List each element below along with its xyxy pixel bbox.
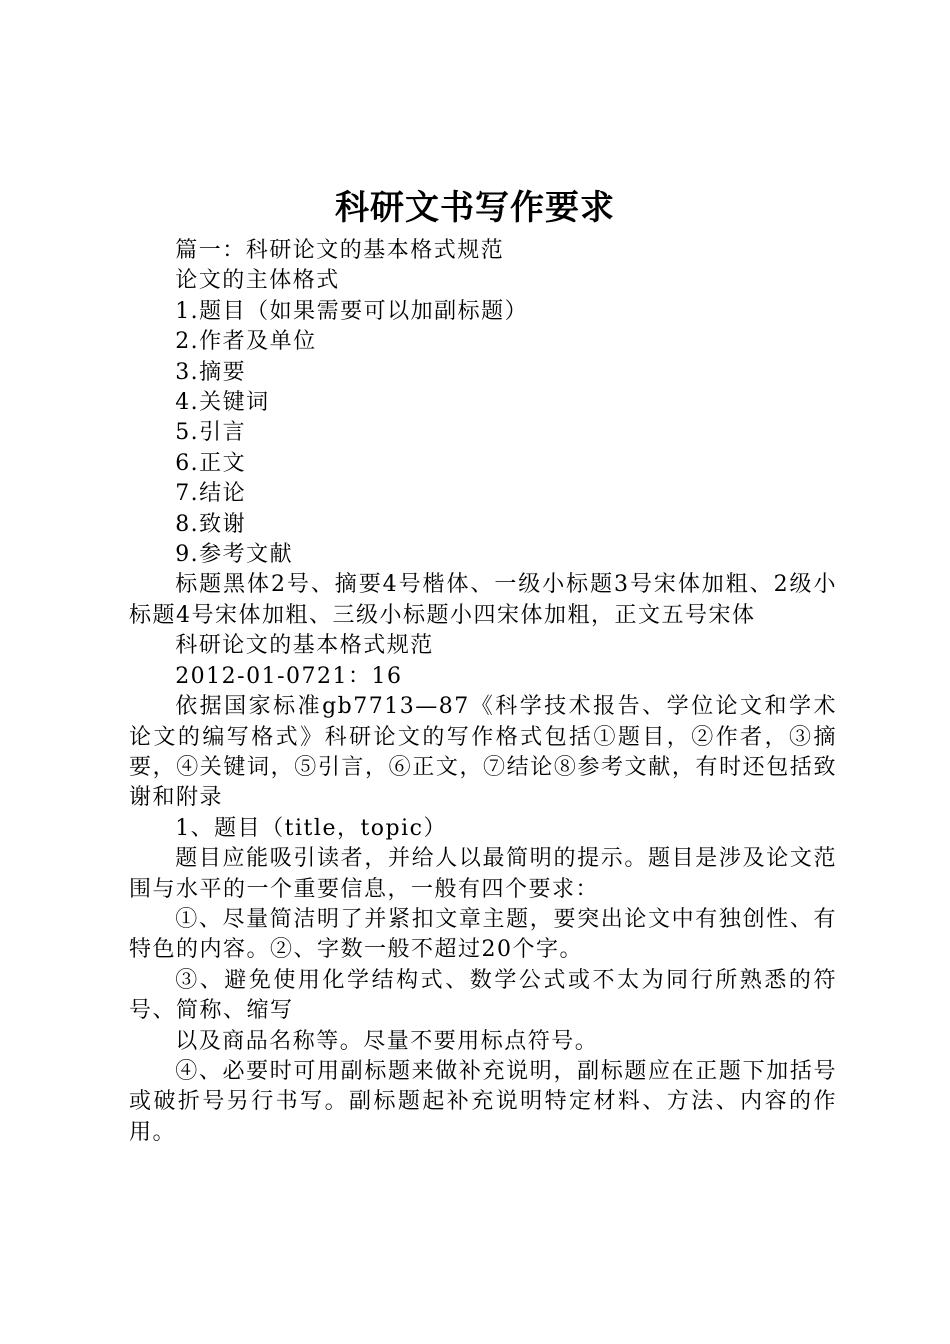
document-title: 科研文书写作要求 [335,188,615,228]
paragraph: 6.正文 [175,450,247,476]
paragraph: 1、题目（title，topic） [175,815,447,841]
paragraph: 依据国家标准gb7713—87《科学技术报告、学位论文和学术论文的编写格式》科研论文的写作格式包括①题目，②作者，③摘要，④关键词，⑤引言，⑥正文，⑦结论⑧参考文献，有时还包括致谢和附录 [129,694,837,811]
paragraph: 以及商品名称等。尽量不要用标点符号。 [175,1028,599,1054]
paragraph: 1.题目（如果需要可以加副标题） [175,298,529,324]
paragraph: 2012-01-0721：16 [175,663,403,689]
paragraph: 4.关键词 [175,390,270,416]
paragraph: 论文的主体格式 [175,268,340,294]
document-body [129,236,837,1148]
paragraph: ④、必要时可用副标题来做补充说明，副标题应在正题下加括号或破折号另行书写。副标题起补充说明特定材料、方法、内容的作用。 [129,1058,837,1145]
paragraph: 标题黑体2号、摘要4号楷体、一级小标题3号宋体加粗、2级小标题4号宋体加粗、三级小标题小四宋体加粗，正文五号宋体 [129,572,837,628]
paragraph: 9.参考文献 [175,542,294,568]
paragraph: 题目应能吸引读者，并给人以最简明的提示。题目是涉及论文范围与水平的一个重要信息，一般有四个要求： [129,846,837,902]
paragraph: 7.结论 [175,481,247,507]
paragraph: ③、避免使用化学结构式、数学公式或不太为同行所熟悉的符号、简称、缩写 [129,967,837,1024]
paragraph: 3.摘要 [175,359,247,385]
paragraph: 8.致谢 [175,511,247,537]
paragraph: ①、尽量简洁明了并紧扣文章主题，要突出论文中有独创性、有特色的内容。②、字数一般不超过20个字。 [129,906,837,963]
paragraph: 科研论文的基本格式规范 [175,633,434,659]
paragraph: 2.作者及单位 [175,329,317,355]
paragraph: 5.引言 [175,420,247,446]
paragraph: 篇一：科研论文的基本格式规范 [175,238,505,263]
